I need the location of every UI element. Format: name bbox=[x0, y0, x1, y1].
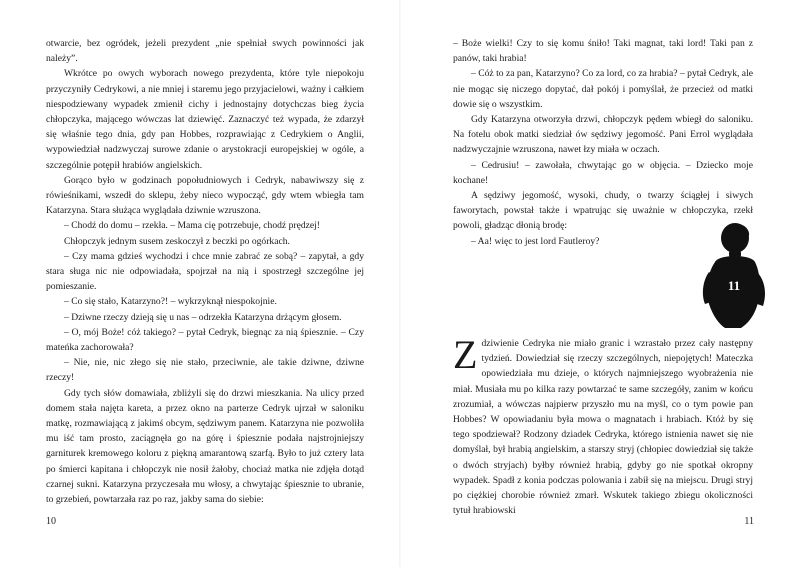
paragraph: Gorąco było w godzinach popołudniowych i Cedryk, nabawiwszy się z rówieśnikami, wszedł do sklepu, żeby nieco wypocząć, gdy wtem wbiegła tam Katarzyna. Stara służąca wyglądała dziwnie wzruszona. bbox=[46, 174, 364, 217]
drop-cap: Z bbox=[453, 332, 478, 377]
paragraph: – Czy mama gdzieś wychodzi i chce mnie zabrać ze sobą? – zapytał, a gdy stara sługa nic nie odpowiadała, spojrzał na nią i spostrzegł szczególne jej pomieszanie. bbox=[46, 250, 364, 293]
right-page bbox=[400, 0, 800, 567]
paragraph: – Chodź do domu – rzekła. – Mama cię potrzebuje, chodź prędzej! bbox=[64, 220, 321, 232]
paragraph: – Co się stało, Katarzyno?! – wykrzyknął niespokojnie. bbox=[64, 296, 277, 308]
page-number: 10 bbox=[46, 516, 56, 527]
paragraph: – Cedrusiu! – zawołała, chwytając go w objęcia. – Dziecko moje kochane! bbox=[453, 159, 753, 186]
paragraph: A sędziwy jegomość, wysoki, chudy, o twarzy ściągłej i siwych faworytach, powstał także i wpatrując się uważnie w chłopczyka, rzekł powoli, gładząc dłonią brodę: bbox=[453, 190, 753, 232]
child-silhouette-icon bbox=[695, 222, 773, 330]
paragraph: Gdy Katarzyna otworzyła drzwi, chłopczyk pędem wbiegł do saloniku. Na fotelu obok matki siedział ów sędziwy jegomość. Pani Errol wyglądała nadzwyczajnie wzruszona, nawet łzy miała w oczach. bbox=[453, 114, 753, 156]
paragraph: Wkrótce po owych wyborach nowego prezydenta, które tyle niepokoju przyczyniły Cedrykowi, a nie mniej i staremu jego przyjacielowi, ważny i całkiem niespodziewany wypadek zmienił cichy i jednostajny dotychczas bieg życia chłopczyka, mającego wówczas lat dziewięć. Zaznaczyć też wypada, że zdarzył się właśnie tego dnia, gdy pan Hobbes, rozprawiając z Cedrykiem o Anglii, wypowiedział nadzwyczaj surowe zdanie o arystokracji europejskiej w ogóle, a szczególnie potępił hrabiów angielskich. bbox=[46, 68, 364, 171]
paragraph: Chłopczyk jednym susem zeskoczył z beczki po ogórkach. bbox=[64, 235, 290, 247]
right-page-text bbox=[453, 36, 753, 249]
page-number: 11 bbox=[744, 516, 754, 527]
paragraph: – O, mój Boże! cóż takiego? – pytał Cedryk, biegnąc za nią śpiesznie. – Czy mateńka zachorowała? bbox=[46, 326, 364, 354]
paragraph: – Boże wielki! Czy to się komu śniło! Taki magnat, taki lord! Taki pan z panów, taki hrabia! bbox=[453, 38, 753, 65]
left-page-text bbox=[46, 36, 364, 507]
chapter-opening-paragraph bbox=[453, 332, 753, 518]
chapter-number: 11 bbox=[727, 278, 741, 293]
chapter-opening-text: dziwienie Cedryka nie miało granic i wzrastało przez cały następny tydzień. Dowiedział się rzeczy szczególnych, niepojętych! Mateczka opowiedziała mu dzieje, o których najmniejszego wyobrażenia nie miał. Musiała mu po kilka razy powtarzać te same szczegóły, zanim w końcu zrozumiał, a wówczas najpierw przyszło mu na myśl, co o tym powie pan Hobbes? W opowiadaniu była mowa o magnatach i hrabiach. Któż by się tego spodziewał? Rodzony dziadek Cedryka, którego istnienia nawet się nie domyślał, był hrabią angielskim, a starszy stryj (chłopiec dowiedział się także o dwóch stryjach) byłby również hrabią, gdyby go nie spotkał okropny wypadek. Spadł z konia podczas polowania i zabił się na miejscu. Drugi stryj po ciężkiej chorobie również zmarł. Wskutek takiego zbiegu okoliczności tytuł hrabiowski bbox=[453, 338, 753, 517]
paragraph: – Aa! więc to jest lord Fautleroy? bbox=[471, 235, 600, 247]
chapter-silhouette-figure bbox=[695, 222, 773, 330]
paragraph: Gdy tych słów domawiała, zbliżyli się do drzwi mieszkania. Na ulicy przed domem stała najęta kareta, a przez okno na parterze Cedryk ujrzał w saloniku matkę, rozmawiającą z jakimś obcym, sędziwym panem. Katarzyna nie pozwoliła mu iść tam prosto, zaciągnęła go na górę i śpiesznie podała najstrojniejszy garniturek kremowego koloru z piękną amarantową szarfą. Było to już cztery lata po śmierci kapitana i chłopczyk nie nosił żałoby, chociaż matka nie zdjęła dotąd czarnej sukni. Katarzyna przyczesała mu włosy, a chwytając śpiesznie to ubranie, to grzebień, powtarzała raz po raz, jakby sama do siebie: bbox=[46, 387, 364, 506]
paragraph: – Nie, nie, nic złego się nie stało, przeciwnie, ale takie dziwne, dziwne rzeczy! bbox=[46, 357, 364, 384]
paragraph: – Dziwne rzeczy dzieją się u nas – odrzekła Katarzyna drżącym głosem. bbox=[64, 311, 342, 323]
paragraph: otwarcie, bez ogródek, jeżeli prezydent „nie spełniał swych powinności jak należy”. bbox=[46, 38, 364, 65]
paragraph: – Cóż to za pan, Katarzyno? Co za lord, co za hrabia? – pytał Cedryk, ale nie mogąc się niczego dopytać, dał pokój i pomyślał, że przecież od matki dowie się o wszystkim. bbox=[453, 68, 753, 110]
